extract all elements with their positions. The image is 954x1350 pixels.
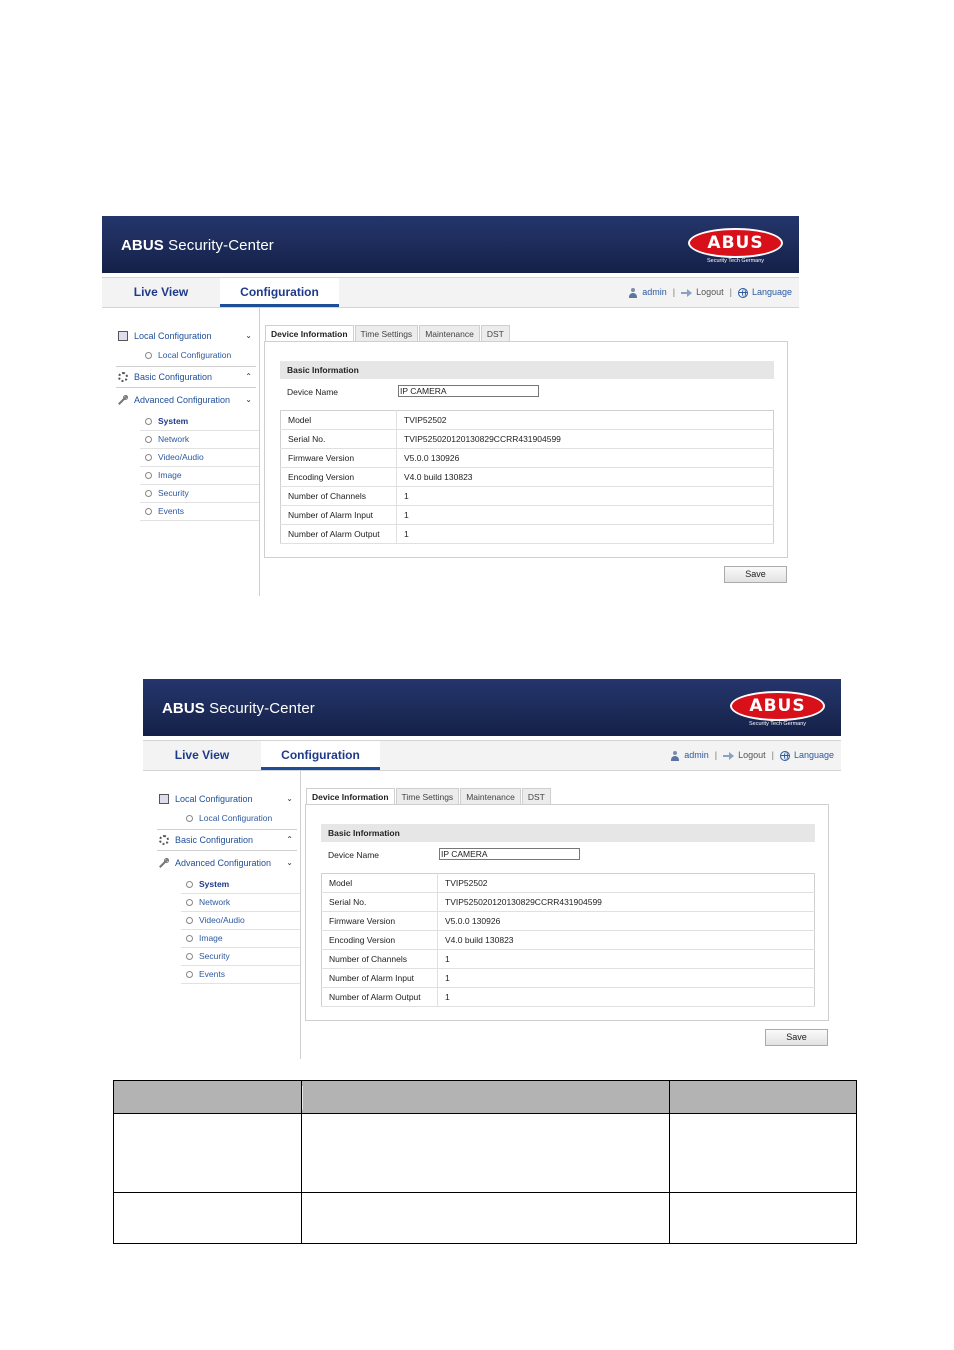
bullet-icon [186, 917, 193, 924]
table-row: Firmware Version V5.0.0 130926 [322, 912, 815, 931]
device-name-input[interactable]: IP CAMERA [398, 385, 539, 397]
app-title: ABUS Security-Center [121, 237, 274, 254]
abus-logo: ABUS Security Tech Germany [688, 228, 783, 271]
bullet-icon [186, 815, 193, 822]
user-bar: admin | Logout | Language [628, 278, 792, 307]
device-info-panel [305, 804, 829, 1021]
device-name-row [280, 383, 774, 401]
table-cell [670, 1114, 857, 1193]
local-config-icon [118, 331, 128, 341]
bullet-icon [145, 490, 152, 497]
device-name-row [321, 846, 815, 864]
chevron-down-icon: ⌄ [245, 331, 252, 340]
bullet-icon [186, 953, 193, 960]
table-row: Serial No. TVIP525020120130829CCRR431904599 [322, 893, 815, 912]
logout-icon [681, 289, 692, 297]
wrench-icon [118, 395, 128, 405]
bullet-icon [145, 436, 152, 443]
main-content [303, 771, 841, 1059]
table-row: Number of Alarm Output 1 [281, 525, 774, 544]
language-link[interactable]: Language [751, 287, 792, 298]
bullet-icon [145, 508, 152, 515]
sidebar-item-local-configuration[interactable]: Local Configuration [181, 809, 300, 827]
header-banner [143, 679, 841, 736]
abus-logo: ABUS Security Tech Germany [730, 691, 825, 734]
table-header-cell [302, 1081, 670, 1114]
table-cell [302, 1193, 670, 1244]
screenshot-2 [143, 679, 841, 1059]
table-cell [114, 1114, 302, 1193]
bullet-icon [186, 935, 193, 942]
globe-icon [780, 751, 790, 761]
tab-configuration[interactable]: Configuration [220, 278, 339, 307]
device-info-table [280, 410, 774, 544]
table-row: Encoding Version V4.0 build 130823 [281, 468, 774, 487]
sub-tabs [265, 325, 511, 342]
table-cell [302, 1114, 670, 1193]
table-row: Serial No. TVIP525020120130829CCRR431904599 [281, 430, 774, 449]
sidebar [143, 771, 301, 1059]
main-nav [143, 740, 841, 771]
table-row: Number of Alarm Output 1 [322, 988, 815, 1007]
device-name-input[interactable]: IP CAMERA [439, 848, 580, 860]
tab-configuration[interactable]: Configuration [261, 741, 380, 770]
chevron-down-icon: ⌄ [245, 395, 252, 404]
table-row: Number of Alarm Input 1 [281, 506, 774, 525]
table-cell [114, 1193, 302, 1244]
sidebar-item-local-configuration[interactable]: Local Configuration [140, 346, 259, 364]
bullet-icon [186, 899, 193, 906]
table-header-row [114, 1081, 857, 1114]
table-row: Model TVIP52502 [322, 874, 815, 893]
tab-dst[interactable]: DST [481, 325, 510, 342]
chevron-down-icon: ⌄ [286, 794, 293, 803]
sidebar-item-network[interactable]: Network [181, 893, 300, 912]
section-title: Basic Information [280, 361, 774, 379]
sidebar-advanced-configuration[interactable]: Advanced Configuration ⌄ [157, 853, 297, 873]
table-row: Number of Channels 1 [281, 487, 774, 506]
table-header-cell [114, 1081, 302, 1114]
sidebar-basic-configuration[interactable]: Basic Configuration ⌃ [157, 829, 297, 851]
gear-icon [118, 372, 128, 382]
user-link[interactable]: admin [642, 287, 667, 298]
tab-time-settings[interactable]: Time Settings [355, 325, 419, 342]
bullet-icon [145, 454, 152, 461]
bullet-icon [145, 472, 152, 479]
logout-icon [723, 752, 734, 760]
tab-time-settings[interactable]: Time Settings [396, 788, 460, 805]
sidebar-item-image[interactable]: Image [140, 466, 259, 485]
table-row: Firmware Version V5.0.0 130926 [281, 449, 774, 468]
user-icon [628, 288, 638, 298]
chevron-up-icon: ⌃ [245, 372, 252, 381]
sidebar-item-video-audio[interactable]: Video/Audio [140, 448, 259, 467]
table-row: Encoding Version V4.0 build 130823 [322, 931, 815, 950]
bullet-icon [186, 971, 193, 978]
wrench-icon [159, 858, 169, 868]
table-row: Number of Alarm Input 1 [322, 969, 815, 988]
user-icon [670, 751, 680, 761]
bullet-icon [186, 881, 193, 888]
sidebar-item-network[interactable]: Network [140, 430, 259, 449]
tab-live-view[interactable]: Live View [174, 748, 230, 762]
device-name-label: Device Name [287, 387, 339, 397]
language-link[interactable]: Language [793, 750, 834, 761]
logout-link[interactable]: Logout [696, 287, 724, 298]
sidebar-local-configuration[interactable]: Local Configuration ⌄ [157, 789, 297, 809]
header-banner [102, 216, 799, 273]
gear-icon [159, 835, 169, 845]
tab-device-information[interactable]: Device Information [306, 788, 395, 805]
sidebar-item-events[interactable]: Events [181, 965, 300, 984]
sidebar-local-configuration[interactable]: Local Configuration ⌄ [116, 326, 256, 346]
sidebar-item-security[interactable]: Security [181, 947, 300, 966]
table-cell [670, 1193, 857, 1244]
tab-live-view[interactable]: Live View [133, 285, 189, 299]
local-config-icon [159, 794, 169, 804]
chevron-down-icon: ⌄ [286, 858, 293, 867]
sidebar-item-video-audio[interactable]: Video/Audio [181, 911, 300, 930]
table-row [114, 1114, 857, 1193]
sidebar-item-image[interactable]: Image [181, 929, 300, 948]
section-title: Basic Information [321, 824, 815, 842]
sidebar-item-system[interactable]: System [181, 875, 300, 894]
tab-maintenance[interactable]: Maintenance [419, 325, 480, 342]
tab-maintenance[interactable]: Maintenance [460, 788, 521, 805]
chevron-up-icon: ⌃ [286, 835, 293, 844]
save-button[interactable]: Save [765, 1029, 828, 1046]
tab-dst[interactable]: DST [522, 788, 551, 805]
tab-device-information[interactable]: Device Information [265, 325, 354, 342]
table-row [114, 1193, 857, 1244]
sidebar [102, 308, 260, 596]
app-title: ABUS Security-Center [162, 700, 315, 717]
device-info-table [321, 873, 815, 1007]
table-header-cell [670, 1081, 857, 1114]
bullet-icon [145, 352, 152, 359]
sidebar-item-events[interactable]: Events [140, 502, 259, 521]
table-row: Model TVIP52502 [281, 411, 774, 430]
globe-icon [738, 288, 748, 298]
logout-link[interactable]: Logout [738, 750, 766, 761]
device-name-label: Device Name [328, 850, 380, 860]
main-nav [102, 277, 799, 308]
device-info-panel [264, 341, 788, 558]
save-button[interactable]: Save [724, 566, 787, 583]
table-row: Number of Channels 1 [322, 950, 815, 969]
main-content [262, 308, 799, 596]
bullet-icon [145, 418, 152, 425]
sidebar-item-system[interactable]: System [140, 412, 259, 431]
sub-tabs [306, 788, 552, 805]
user-link[interactable]: admin [684, 750, 709, 761]
sidebar-advanced-configuration[interactable]: Advanced Configuration ⌄ [116, 390, 256, 410]
document-table [113, 1080, 857, 1244]
sidebar-item-security[interactable]: Security [140, 484, 259, 503]
sidebar-basic-configuration[interactable]: Basic Configuration ⌃ [116, 366, 256, 388]
user-bar: admin | Logout | Language [670, 741, 834, 770]
screenshot-1 [102, 216, 799, 596]
